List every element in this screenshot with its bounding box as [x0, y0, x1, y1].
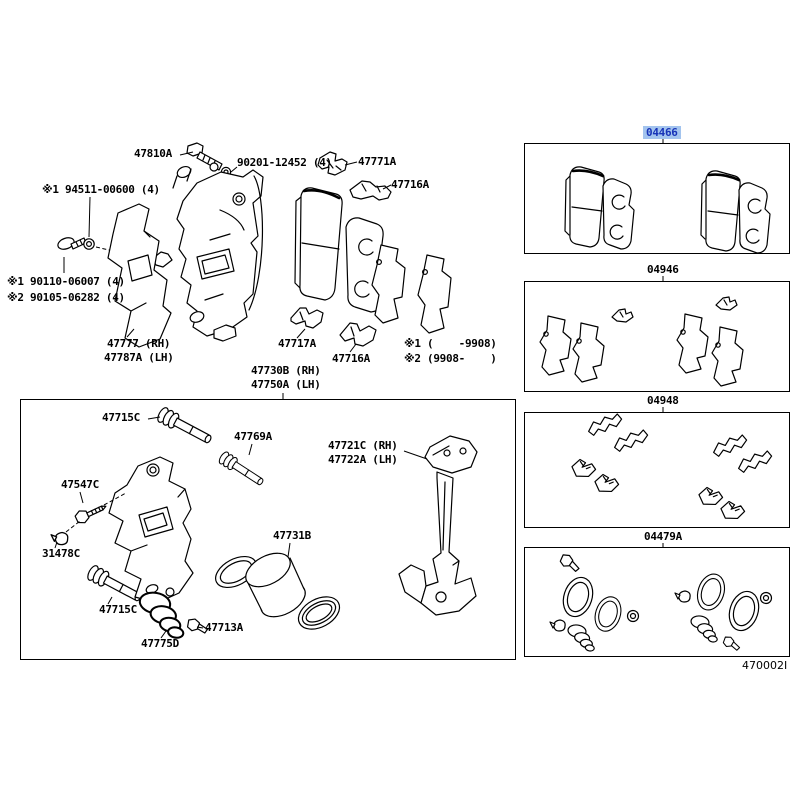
label-pin-boot: 47775D	[141, 637, 179, 650]
label-pad-clip: 47717A	[278, 337, 316, 350]
label-caliper-assy-rh: 47730B (RH)	[251, 364, 321, 377]
pad-kit-box	[524, 143, 790, 254]
label-bolt-note2: ※2 90105-06282 (4)	[7, 291, 125, 304]
fitting-kit-box	[524, 412, 790, 528]
pad-support-plate-upper-drawing	[350, 181, 391, 200]
label-pad-support-clip: 47771A	[358, 155, 396, 168]
shim-kit-number: 04946	[647, 263, 679, 276]
label-applicability-note2: ※2 (9908- )	[404, 352, 497, 365]
label-applicability-note1: ※1 ( -9908)	[404, 337, 497, 350]
brake-pad-drawing	[295, 188, 342, 300]
label-dust-cover-rh: 47777 (RH)	[107, 337, 171, 350]
label-pin-bolt: 47713A	[205, 621, 243, 634]
label-slide-pin-upper: 47715C	[102, 411, 140, 424]
pad-kit-number[interactable]: 04466	[643, 126, 681, 139]
label-support-plate-lower: 47716A	[332, 352, 370, 365]
label-caliper-bolt: 47810A	[134, 147, 172, 160]
caliper-body-drawing	[173, 165, 263, 341]
label-dust-cover-lh: 47787A (LH)	[104, 351, 174, 364]
anti-squeal-shim-drawing	[372, 245, 451, 333]
shim-kit-box	[524, 281, 790, 392]
label-support-plate-upper: 47716A	[391, 178, 429, 191]
label-mount-bracket-lh: 47722A (LH)	[328, 453, 398, 466]
label-grease-note: ※1 94511-00600 (4)	[42, 183, 160, 196]
label-mount-bracket-rh: 47721C (RH)	[328, 439, 398, 452]
label-caliper-assy-lh: 47750A (LH)	[251, 378, 321, 391]
label-slide-bush: 47769A	[234, 430, 272, 443]
label-bolt-note1: ※1 90110-06007 (4)	[7, 275, 125, 288]
diagram-code: 470002I	[742, 659, 788, 672]
cylinder-kit-number: 04479A	[644, 530, 682, 543]
label-bleeder-cap: 31478C	[42, 547, 80, 560]
label-slide-pin-lower: 47715C	[99, 603, 137, 616]
fitting-kit-number: 04948	[647, 394, 679, 407]
cylinder-kit-box	[524, 547, 790, 657]
label-piston: 47731B	[273, 529, 311, 542]
label-bleeder-plug: 47547C	[61, 478, 99, 491]
label-washer: 90201-12452 (4)	[237, 156, 332, 169]
